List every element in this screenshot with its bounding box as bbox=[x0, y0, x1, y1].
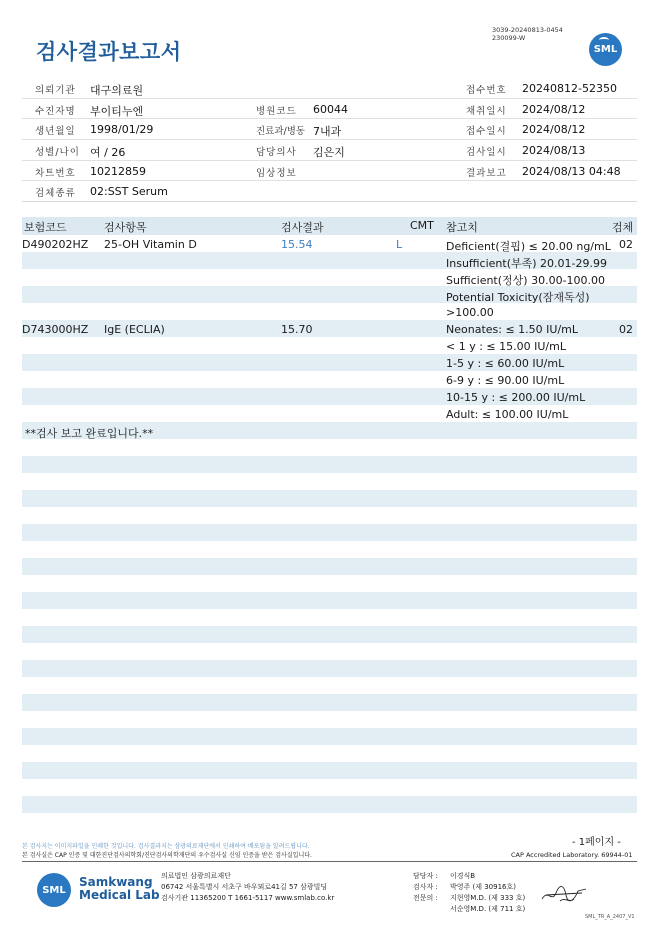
row-stripe bbox=[22, 558, 637, 575]
results-table bbox=[22, 238, 637, 442]
info-value: 1998/01/29 bbox=[90, 123, 154, 137]
page-number: - 1페이지 - bbox=[572, 837, 621, 848]
info-row bbox=[22, 99, 637, 120]
table-row bbox=[22, 374, 637, 391]
cap-accreditation: CAP Accredited Laboratory. 69944-01 bbox=[511, 851, 633, 859]
row-stripe bbox=[22, 473, 637, 490]
info-label: 생년월일 bbox=[35, 126, 76, 138]
result-reference: 10-15 y : ≤ 200.00 IU/mL bbox=[446, 391, 586, 404]
info-label: 성별/나이 bbox=[35, 147, 80, 159]
row-stripe bbox=[22, 541, 637, 558]
document-id bbox=[492, 26, 563, 42]
table-row bbox=[22, 391, 637, 408]
staff-label: 검사자 : bbox=[413, 883, 438, 891]
info-label: 차트번호 bbox=[35, 167, 76, 179]
row-stripe bbox=[22, 609, 637, 626]
table-row bbox=[22, 289, 637, 306]
row-stripe bbox=[22, 643, 637, 660]
result-value: 15.70 bbox=[281, 323, 313, 336]
row-stripe bbox=[22, 660, 637, 677]
column-header-item: 검사항목 bbox=[104, 221, 147, 234]
staff-value: 박영주 (제 30916호) bbox=[450, 883, 516, 891]
result-reference: 1-5 y : ≤ 60.00 IU/mL bbox=[446, 357, 565, 370]
result-specimen: 02 bbox=[619, 323, 633, 336]
column-header-reference: 참고치 bbox=[446, 221, 478, 234]
patient-info-table bbox=[22, 78, 637, 202]
info-value: 2024/08/12 bbox=[522, 123, 586, 137]
sml-logo: SML bbox=[589, 33, 622, 66]
table-row bbox=[22, 340, 637, 357]
info-label: 접수일시 bbox=[466, 126, 507, 138]
info-label: 임상정보 bbox=[256, 167, 297, 179]
table-row bbox=[22, 408, 637, 425]
row-stripe bbox=[22, 694, 637, 711]
info-value: 2024/08/13 04:48 bbox=[522, 164, 621, 178]
signature-image bbox=[540, 881, 588, 907]
info-row bbox=[22, 161, 637, 182]
table-row bbox=[22, 306, 637, 323]
info-value: 대구의료원 bbox=[90, 84, 144, 97]
result-reference: Neonates: ≤ 1.50 IU/mL bbox=[446, 323, 578, 336]
brand-name bbox=[79, 876, 160, 902]
info-row bbox=[22, 78, 637, 99]
staff-value: 지현영M.D. (제 333 호) bbox=[450, 894, 526, 902]
row-stripe bbox=[22, 677, 637, 694]
footer-divider bbox=[22, 861, 637, 862]
result-reference: Adult: ≤ 100.00 IU/mL bbox=[446, 408, 569, 421]
info-label: 접수번호 bbox=[466, 85, 507, 96]
row-stripe bbox=[22, 728, 637, 745]
info-value: 60044 bbox=[313, 102, 348, 116]
info-label: 의뢰기관 bbox=[35, 85, 76, 96]
samkwang-logo: SML bbox=[37, 873, 71, 907]
result-value: 15.54 bbox=[281, 238, 313, 251]
column-header-specimen: 검체 bbox=[612, 221, 634, 234]
results-header bbox=[22, 217, 637, 235]
table-row bbox=[22, 238, 637, 255]
info-value: 7내과 bbox=[313, 125, 342, 139]
table-row bbox=[22, 272, 637, 289]
result-cmt: L bbox=[396, 238, 403, 251]
row-stripe bbox=[22, 456, 637, 473]
row-stripe bbox=[22, 711, 637, 728]
info-value: 20240812-52350 bbox=[522, 82, 617, 95]
result-code: D743000HZ bbox=[22, 323, 89, 336]
info-label: 결과보고 bbox=[466, 167, 507, 179]
row-stripe bbox=[22, 592, 637, 609]
print-notice: 본 검사지는 이미지파일을 인쇄한 것입니다. 검사결과지는 삼광의료재단에서 인쇄하여 배포됨을 알려드립니다. bbox=[22, 843, 310, 850]
result-code: D490202HZ bbox=[22, 238, 89, 251]
row-stripe bbox=[22, 796, 637, 813]
info-label: 채취일시 bbox=[466, 105, 507, 117]
info-label: 진료과/병동 bbox=[256, 126, 306, 138]
form-id: SML_TR_A_2407_V1 bbox=[585, 914, 635, 920]
column-header-result: 검사결과 bbox=[281, 221, 324, 234]
address-line: 의료법인 삼광의료재단 bbox=[161, 872, 231, 880]
info-row bbox=[22, 181, 637, 202]
result-specimen: 02 bbox=[619, 238, 633, 251]
info-label: 병원코드 bbox=[256, 105, 297, 117]
address-line: 06742 서울특별시 서초구 바우뫼로41길 57 삼광빌딩 bbox=[161, 883, 328, 891]
info-value: 2024/08/12 bbox=[522, 102, 586, 116]
completion-row bbox=[22, 425, 637, 442]
info-label: 검사일시 bbox=[466, 147, 507, 159]
table-row bbox=[22, 323, 637, 340]
row-stripe bbox=[22, 779, 637, 796]
staff-label: 전문의 : bbox=[413, 894, 438, 902]
result-reference: < 1 y : ≤ 15.00 IU/mL bbox=[446, 340, 566, 353]
info-value: 김은지 bbox=[313, 146, 345, 160]
result-item: IgE (ECLIA) bbox=[104, 323, 165, 336]
table-row bbox=[22, 255, 637, 272]
brand-name-line-2: Medical Lab bbox=[79, 888, 160, 902]
document-id-line-1: 3039-20240813-0454 bbox=[492, 26, 563, 34]
address-line: 검사기관 11365200 T 1661-5117 www.smlab.co.kr bbox=[161, 894, 335, 902]
result-reference: Sufficient(정상) 30.00-100.00 bbox=[446, 274, 606, 287]
lab-address bbox=[161, 871, 334, 904]
info-value: 02:SST Serum bbox=[90, 185, 168, 199]
column-header-cmt: CMT bbox=[410, 219, 434, 232]
row-stripe bbox=[22, 575, 637, 592]
document-id-line-2: 230099-W bbox=[492, 34, 526, 42]
info-row bbox=[22, 140, 637, 161]
result-item: 25-OH Vitamin D bbox=[104, 238, 197, 251]
info-row bbox=[22, 119, 637, 140]
column-header-code: 보험코드 bbox=[24, 221, 67, 234]
footer-notes bbox=[22, 842, 312, 860]
table-row bbox=[22, 357, 637, 374]
brand-name-line-1: Samkwang bbox=[79, 875, 153, 889]
info-value: 10212859 bbox=[90, 164, 146, 178]
page-title: 검사결과보고서 bbox=[36, 40, 182, 64]
result-reference: Insufficient(부족) 20.01-29.99 bbox=[446, 257, 607, 270]
row-stripe bbox=[22, 762, 637, 779]
info-value: 2024/08/13 bbox=[522, 144, 586, 158]
accreditation-notice: 본 검사실은 CAP 인증 및 대한진단검사의학회/진단검사의학재단의 우수검사실 신임 인증을 받은 검사실입니다. bbox=[22, 852, 312, 859]
result-reference: Potential Toxicity(잠재독성) bbox=[446, 291, 590, 304]
info-label: 검체종류 bbox=[35, 188, 76, 200]
row-stripe bbox=[22, 626, 637, 643]
info-label: 담당의사 bbox=[256, 147, 297, 159]
staff-label: 담당자 : bbox=[413, 872, 438, 880]
info-label: 수진자명 bbox=[35, 105, 76, 117]
result-reference: Deficient(결핍) ≤ 20.00 ng/mL bbox=[446, 240, 611, 253]
row-stripe bbox=[22, 507, 637, 524]
staff-value: 이경식B bbox=[450, 872, 476, 880]
info-value: 여 / 26 bbox=[90, 146, 126, 160]
info-value: 부이티누엔 bbox=[90, 104, 144, 118]
row-stripe bbox=[22, 524, 637, 541]
result-reference: >100.00 bbox=[446, 306, 494, 319]
row-stripe bbox=[22, 745, 637, 762]
row-stripe bbox=[22, 490, 637, 507]
staff-value: 서순영M.D. (제 711 호) bbox=[450, 905, 526, 913]
completion-message: **검사 보고 완료입니다.** bbox=[25, 427, 154, 440]
result-reference: 6-9 y : ≤ 90.00 IU/mL bbox=[446, 374, 565, 387]
